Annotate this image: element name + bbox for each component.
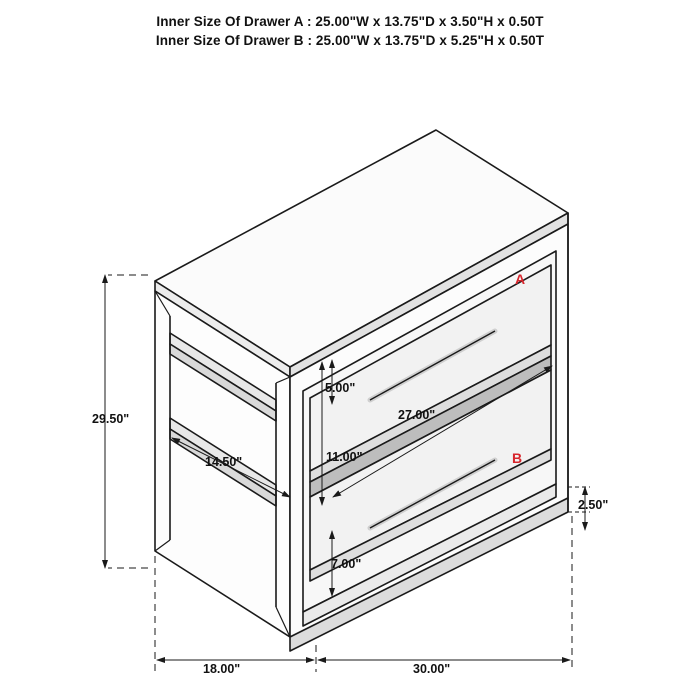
- spec-header-line-1: Inner Size Of Drawer A : 25.00"W x 13.75"D x 3.50"H x 0.50T: [156, 14, 544, 29]
- label-base-height: 2.50": [578, 498, 609, 512]
- label-depth: 18.00": [203, 662, 241, 676]
- label-side-depth: 14.50": [205, 455, 243, 469]
- spec-header-line-2: Inner Size Of Drawer B : 25.00"W x 13.75"D x 5.25"H x 0.50T: [155, 33, 545, 48]
- cabinet-body: [155, 130, 568, 651]
- label-drawer-b-height: 7.00": [331, 557, 362, 571]
- label-front-width: 27.00": [398, 408, 436, 422]
- drawer-b-label: B: [512, 450, 523, 466]
- label-middle-height: 11.00": [326, 450, 363, 464]
- drawer-a-label: A: [515, 271, 526, 287]
- label-width: 30.00": [413, 662, 451, 676]
- label-drawer-a-height: 5.00": [325, 381, 356, 395]
- label-overall-height: 29.50": [92, 412, 130, 426]
